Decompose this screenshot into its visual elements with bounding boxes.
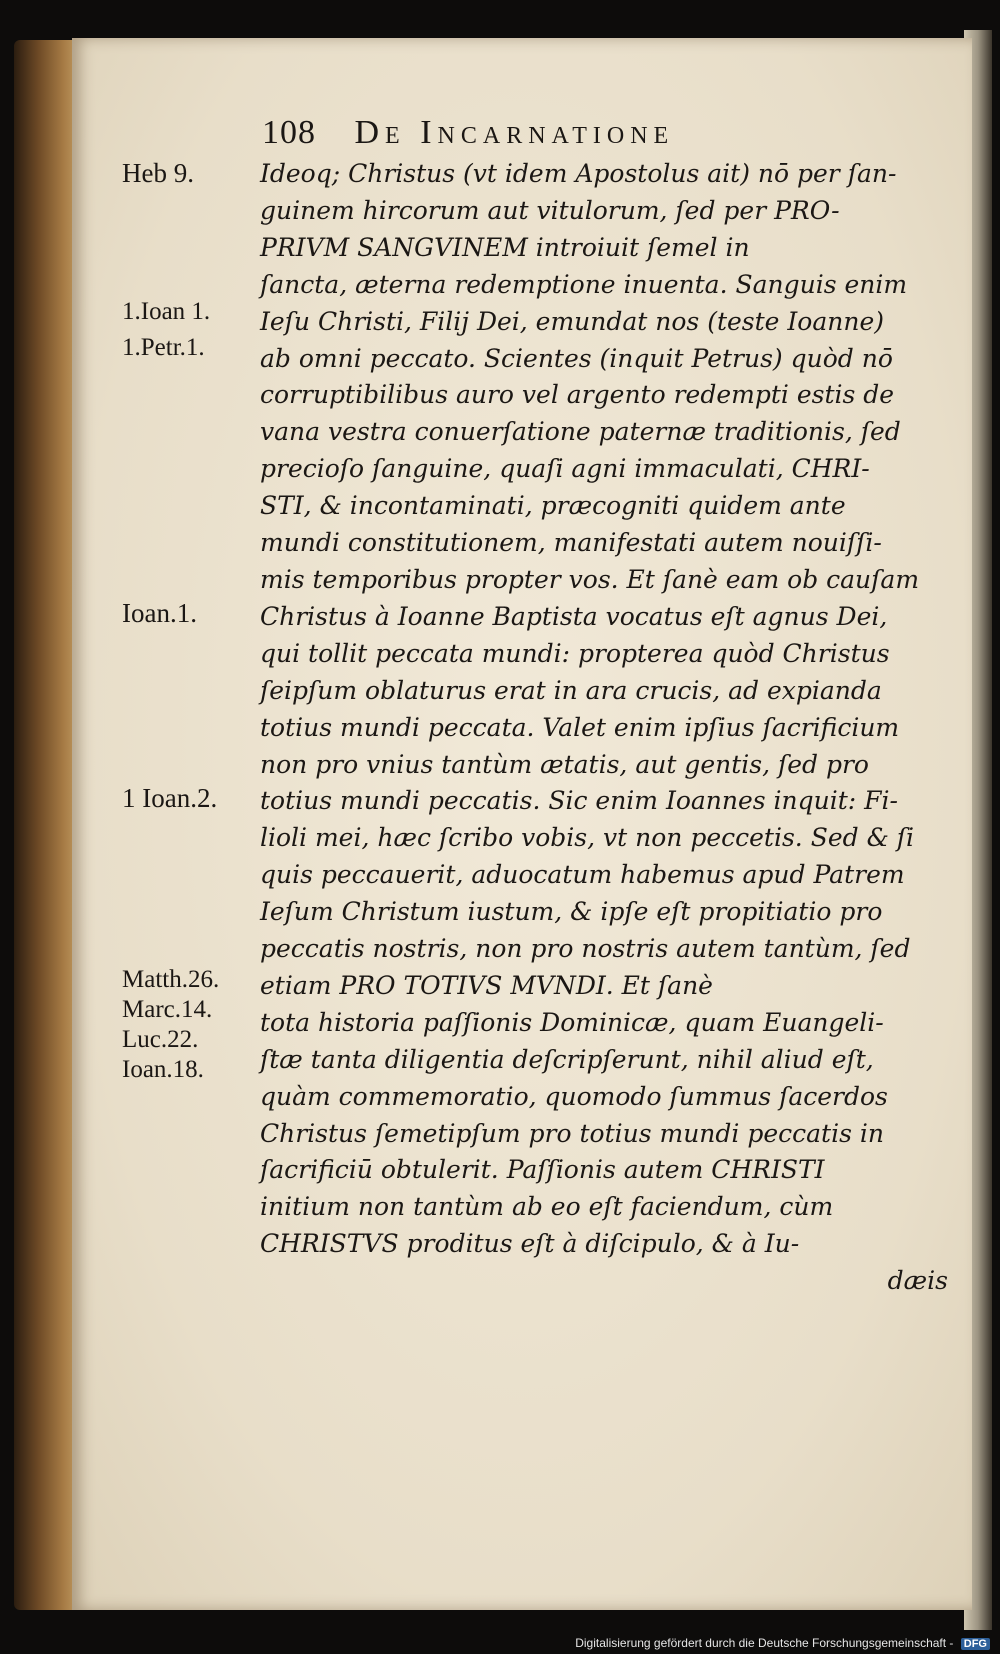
text-line: ab omni peccato. Scientes (inquit Petrus) quòd nō bbox=[260, 343, 893, 373]
text-line: Christus à Ioanne Baptista vocatus eſt agnus Dei, bbox=[260, 601, 888, 631]
text-line: mis temporibus propter vos. Et ſanè eam ob cauſam bbox=[260, 564, 920, 594]
text-line: Christus ſemetipſum pro totius mundi peccatis in bbox=[260, 1118, 884, 1148]
text-line: lioli mei, hæc ſcribo vobis, vt non peccetis. Sed & ſi bbox=[260, 823, 915, 853]
text-line: Ieſum Christum iustum, & ipſe eſt propitiatio pro bbox=[260, 897, 883, 927]
text-line: PRIVM SANGVINEM introiuit ſemel in bbox=[260, 232, 750, 262]
margin-note: 1.Petr.1. bbox=[122, 334, 205, 361]
text-line: ſtæ tanta diligentia deſcripſerunt, nihil aliud eſt, bbox=[260, 1044, 874, 1074]
text-line: guinem hircorum aut vitulorum, ſed per PRO- bbox=[260, 195, 840, 225]
margin-note: Ioan.1. bbox=[122, 598, 197, 628]
margin-note: 1 Ioan.2. bbox=[122, 783, 218, 813]
margin-note: Luc.22. bbox=[122, 1026, 199, 1053]
text-line: ſancta, æterna redemptione inuenta. Sanguis enim bbox=[260, 269, 908, 299]
margin-note: Heb 9. bbox=[122, 158, 194, 188]
text-line: tota historia paſſionis Dominicæ, quam Euangeli- bbox=[260, 1007, 884, 1037]
text-line: ſacrificiū obtulerit. Paſſionis autem CHRISTI bbox=[260, 1155, 825, 1185]
text-line: precioſo ſanguine, quaſi agni immaculati, CHRI- bbox=[260, 454, 870, 484]
text-line: non pro vnius tantùm ætatis, aut gentis, ſed pro bbox=[260, 749, 869, 779]
text-line: etiam PRO TOTIVS MVNDI. Et ſanè bbox=[260, 970, 713, 1000]
margin-note: Ioan.18. bbox=[122, 1056, 204, 1083]
text-line: ſeipſum oblaturus erat in ara crucis, ad expianda bbox=[260, 675, 882, 705]
dfg-logo: DFG bbox=[961, 1638, 990, 1650]
text-line: qui tollit peccata mundi: propterea quòd Christus bbox=[260, 638, 890, 668]
text-line: STI, & incontaminati, præcogniti quidem ante bbox=[260, 491, 846, 521]
text-line: quàm commemoratio, quomodo ſummus ſacerdos bbox=[260, 1081, 888, 1111]
page-number: 108 bbox=[262, 114, 316, 151]
text-line: totius mundi peccata. Valet enim ipſius ſacrificium bbox=[260, 712, 900, 742]
catchword: dæis bbox=[887, 1266, 948, 1296]
margin-note: Marc.14. bbox=[122, 996, 213, 1023]
text-line: vana vestra conuerſatione paternæ traditionis, ſed bbox=[260, 417, 901, 447]
text-line: CHRISTVS proditus eſt à diſcipulo, & à Iu- bbox=[260, 1229, 800, 1259]
text-line: Ieſu Christi, Filij Dei, emundat nos (teste Ioanne) bbox=[260, 306, 884, 336]
text-line: corruptibilibus auro vel argento redempti estis de bbox=[260, 380, 895, 410]
text-line: quis peccauerit, aduocatum habemus apud Patrem bbox=[260, 860, 905, 890]
running-title: De Incarnatione bbox=[354, 114, 675, 151]
book-page bbox=[72, 38, 972, 1610]
text-line: initium non tantùm ab eo eſt faciendum, cùm bbox=[260, 1192, 834, 1222]
text-line: peccatis nostris, non pro nostris autem tantùm, ſed bbox=[260, 934, 911, 964]
margin-note: Matth.26. bbox=[122, 966, 220, 993]
margin-note: 1.Ioan 1. bbox=[122, 298, 211, 325]
credit-text: Digitalisierung gefördert durch die Deutsche Forschungsgemeinschaft - bbox=[575, 1636, 954, 1650]
text-line: Ideoq; Christus (vt idem Apostolus ait) nō per ſan- bbox=[260, 159, 897, 188]
running-header bbox=[262, 114, 902, 152]
text-line: mundi constitutionem, manifestati autem nouiſſi- bbox=[260, 528, 882, 558]
text-line: totius mundi peccatis. Sic enim Ioannes inquit: Fi- bbox=[260, 786, 898, 816]
body-text bbox=[260, 156, 960, 1300]
digitization-credit bbox=[575, 1636, 990, 1650]
